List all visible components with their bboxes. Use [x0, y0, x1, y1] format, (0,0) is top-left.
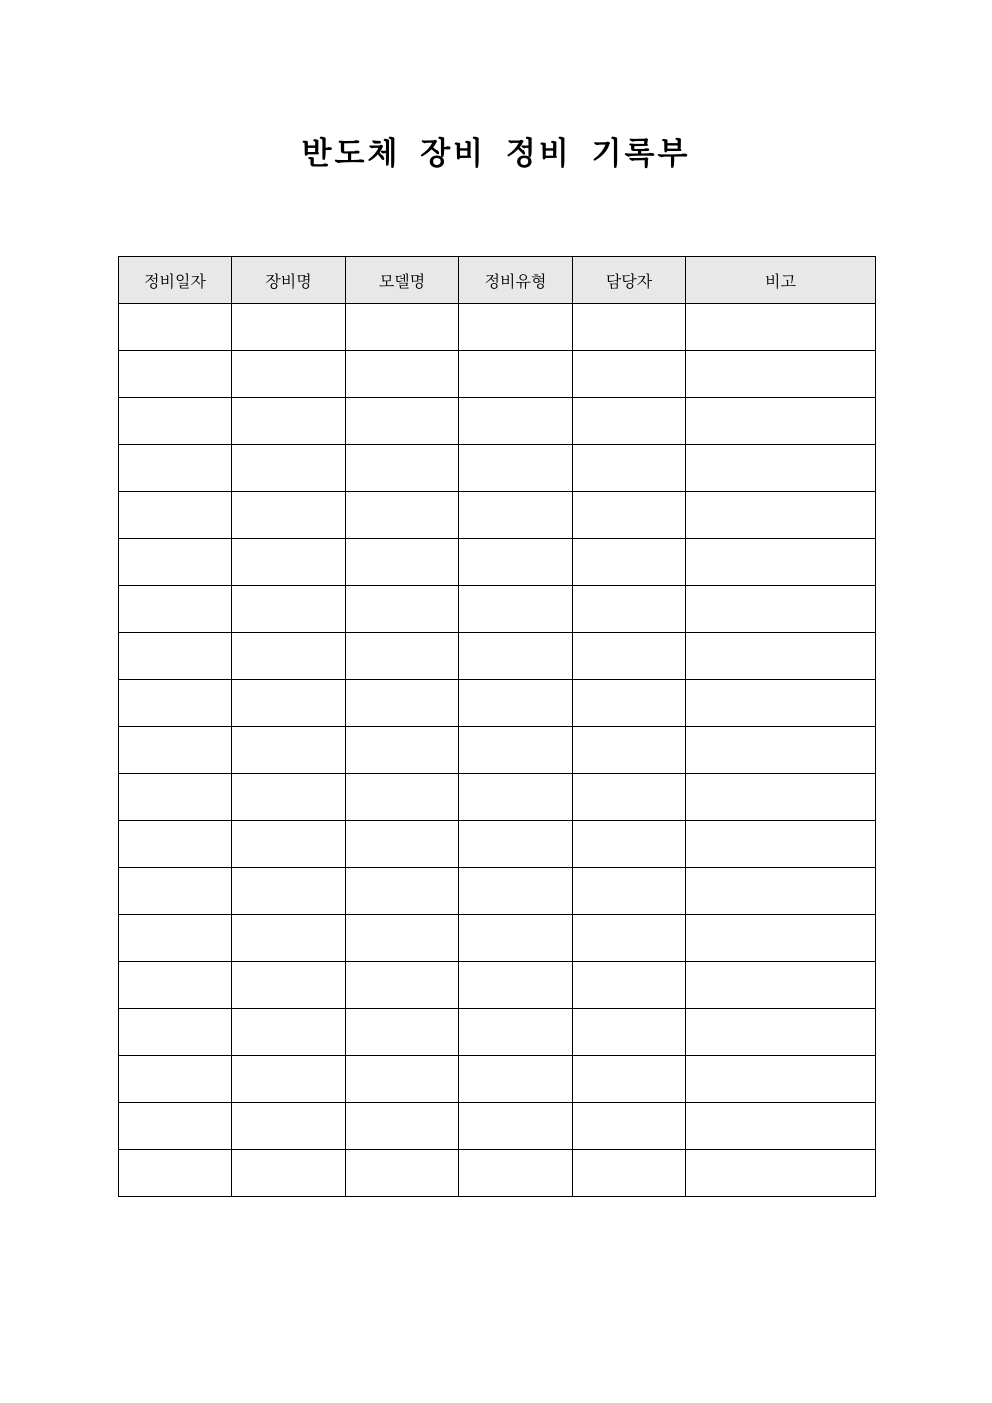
cell-equipment-name[interactable] [232, 304, 346, 351]
cell-equipment-name[interactable] [232, 868, 346, 915]
cell-person-in-charge[interactable] [573, 633, 686, 680]
cell-model-name[interactable] [346, 539, 459, 586]
cell-equipment-name[interactable] [232, 1056, 346, 1103]
cell-maintenance-type[interactable] [459, 633, 573, 680]
cell-person-in-charge[interactable] [573, 680, 686, 727]
cell-remarks[interactable] [686, 1056, 876, 1103]
cell-equipment-name[interactable] [232, 351, 346, 398]
cell-maintenance-type[interactable] [459, 915, 573, 962]
cell-maintenance-type[interactable] [459, 1150, 573, 1197]
cell-person-in-charge[interactable] [573, 1056, 686, 1103]
cell-maintenance-type[interactable] [459, 304, 573, 351]
cell-equipment-name[interactable] [232, 727, 346, 774]
cell-model-name[interactable] [346, 1150, 459, 1197]
cell-maintenance-date[interactable] [119, 586, 232, 633]
cell-maintenance-type[interactable] [459, 445, 573, 492]
cell-person-in-charge[interactable] [573, 1103, 686, 1150]
cell-person-in-charge[interactable] [573, 539, 686, 586]
cell-person-in-charge[interactable] [573, 962, 686, 1009]
cell-maintenance-date[interactable] [119, 1103, 232, 1150]
cell-person-in-charge[interactable] [573, 821, 686, 868]
cell-maintenance-type[interactable] [459, 680, 573, 727]
cell-equipment-name[interactable] [232, 586, 346, 633]
cell-remarks[interactable] [686, 398, 876, 445]
cell-maintenance-type[interactable] [459, 351, 573, 398]
cell-remarks[interactable] [686, 351, 876, 398]
maintenance-record-table [118, 256, 876, 1197]
table-row [119, 774, 876, 821]
cell-equipment-name[interactable] [232, 1009, 346, 1056]
cell-maintenance-type[interactable] [459, 586, 573, 633]
cell-maintenance-date[interactable] [119, 398, 232, 445]
cell-remarks[interactable] [686, 492, 876, 539]
cell-equipment-name[interactable] [232, 915, 346, 962]
cell-maintenance-date[interactable] [119, 492, 232, 539]
cell-model-name[interactable] [346, 351, 459, 398]
cell-remarks[interactable] [686, 539, 876, 586]
table-row [119, 821, 876, 868]
cell-remarks[interactable] [686, 868, 876, 915]
cell-maintenance-date[interactable] [119, 774, 232, 821]
table-row [119, 351, 876, 398]
cell-model-name[interactable] [346, 1009, 459, 1056]
table-body [119, 304, 876, 1197]
cell-equipment-name[interactable] [232, 1103, 346, 1150]
table-row [119, 445, 876, 492]
cell-remarks[interactable] [686, 1150, 876, 1197]
cell-person-in-charge[interactable] [573, 304, 686, 351]
cell-maintenance-type[interactable] [459, 398, 573, 445]
cell-person-in-charge[interactable] [573, 727, 686, 774]
cell-equipment-name[interactable] [232, 821, 346, 868]
table-row [119, 586, 876, 633]
cell-model-name[interactable] [346, 398, 459, 445]
cell-model-name[interactable] [346, 821, 459, 868]
cell-maintenance-type[interactable] [459, 1103, 573, 1150]
table-row [119, 1056, 876, 1103]
table-row [119, 398, 876, 445]
cell-maintenance-date[interactable] [119, 445, 232, 492]
cell-remarks[interactable] [686, 821, 876, 868]
table-row [119, 304, 876, 351]
table-row [119, 915, 876, 962]
cell-maintenance-type[interactable] [459, 868, 573, 915]
cell-model-name[interactable] [346, 962, 459, 1009]
table-row [119, 633, 876, 680]
cell-model-name[interactable] [346, 1103, 459, 1150]
cell-person-in-charge[interactable] [573, 351, 686, 398]
cell-maintenance-date[interactable] [119, 1150, 232, 1197]
cell-maintenance-date[interactable] [119, 915, 232, 962]
table-header-row [119, 257, 876, 304]
cell-remarks[interactable] [686, 633, 876, 680]
cell-person-in-charge[interactable] [573, 774, 686, 821]
cell-remarks[interactable] [686, 586, 876, 633]
cell-model-name[interactable] [346, 680, 459, 727]
cell-maintenance-type[interactable] [459, 962, 573, 1009]
header-model-name: 모델명 [346, 257, 459, 304]
cell-model-name[interactable] [346, 868, 459, 915]
cell-person-in-charge[interactable] [573, 915, 686, 962]
page-title: 반도체 장비 정비 기록부 [301, 136, 691, 172]
cell-maintenance-date[interactable] [119, 1056, 232, 1103]
cell-maintenance-type[interactable] [459, 1009, 573, 1056]
cell-remarks[interactable] [686, 962, 876, 1009]
cell-model-name[interactable] [346, 633, 459, 680]
table-row [119, 962, 876, 1009]
cell-model-name[interactable] [346, 304, 459, 351]
table-row [119, 1150, 876, 1197]
cell-maintenance-type[interactable] [459, 821, 573, 868]
cell-person-in-charge[interactable] [573, 445, 686, 492]
cell-remarks[interactable] [686, 1009, 876, 1056]
cell-maintenance-date[interactable] [119, 821, 232, 868]
table-row [119, 539, 876, 586]
cell-person-in-charge[interactable] [573, 492, 686, 539]
cell-remarks[interactable] [686, 727, 876, 774]
cell-maintenance-date[interactable] [119, 962, 232, 1009]
cell-equipment-name[interactable] [232, 445, 346, 492]
cell-maintenance-date[interactable] [119, 539, 232, 586]
cell-maintenance-date[interactable] [119, 680, 232, 727]
cell-model-name[interactable] [346, 586, 459, 633]
cell-equipment-name[interactable] [232, 398, 346, 445]
cell-remarks[interactable] [686, 445, 876, 492]
table-row [119, 868, 876, 915]
cell-person-in-charge[interactable] [573, 398, 686, 445]
cell-equipment-name[interactable] [232, 1150, 346, 1197]
cell-model-name[interactable] [346, 1056, 459, 1103]
cell-person-in-charge[interactable] [573, 1009, 686, 1056]
cell-maintenance-date[interactable] [119, 633, 232, 680]
table-row [119, 1009, 876, 1056]
cell-model-name[interactable] [346, 915, 459, 962]
table-row [119, 492, 876, 539]
cell-equipment-name[interactable] [232, 492, 346, 539]
cell-remarks[interactable] [686, 915, 876, 962]
header-equipment-name: 장비명 [232, 257, 346, 304]
header-maintenance-type: 정비유형 [459, 257, 573, 304]
cell-maintenance-date[interactable] [119, 727, 232, 774]
table-row [119, 680, 876, 727]
cell-remarks[interactable] [686, 774, 876, 821]
cell-maintenance-type[interactable] [459, 774, 573, 821]
table-row [119, 727, 876, 774]
cell-model-name[interactable] [346, 774, 459, 821]
cell-equipment-name[interactable] [232, 774, 346, 821]
cell-maintenance-date[interactable] [119, 351, 232, 398]
cell-model-name[interactable] [346, 727, 459, 774]
header-maintenance-date: 정비일자 [119, 257, 232, 304]
cell-maintenance-date[interactable] [119, 868, 232, 915]
cell-equipment-name[interactable] [232, 962, 346, 1009]
cell-maintenance-type[interactable] [459, 1056, 573, 1103]
cell-model-name[interactable] [346, 492, 459, 539]
cell-maintenance-type[interactable] [459, 539, 573, 586]
cell-equipment-name[interactable] [232, 633, 346, 680]
cell-maintenance-date[interactable] [119, 304, 232, 351]
cell-person-in-charge[interactable] [573, 868, 686, 915]
header-remarks: 비고 [686, 257, 876, 304]
cell-maintenance-type[interactable] [459, 727, 573, 774]
cell-maintenance-type[interactable] [459, 492, 573, 539]
cell-remarks[interactable] [686, 680, 876, 727]
header-person-in-charge: 담당자 [573, 257, 686, 304]
cell-person-in-charge[interactable] [573, 586, 686, 633]
cell-person-in-charge[interactable] [573, 1150, 686, 1197]
cell-remarks[interactable] [686, 304, 876, 351]
cell-model-name[interactable] [346, 445, 459, 492]
cell-maintenance-date[interactable] [119, 1009, 232, 1056]
cell-equipment-name[interactable] [232, 539, 346, 586]
cell-equipment-name[interactable] [232, 680, 346, 727]
cell-remarks[interactable] [686, 1103, 876, 1150]
table-row [119, 1103, 876, 1150]
